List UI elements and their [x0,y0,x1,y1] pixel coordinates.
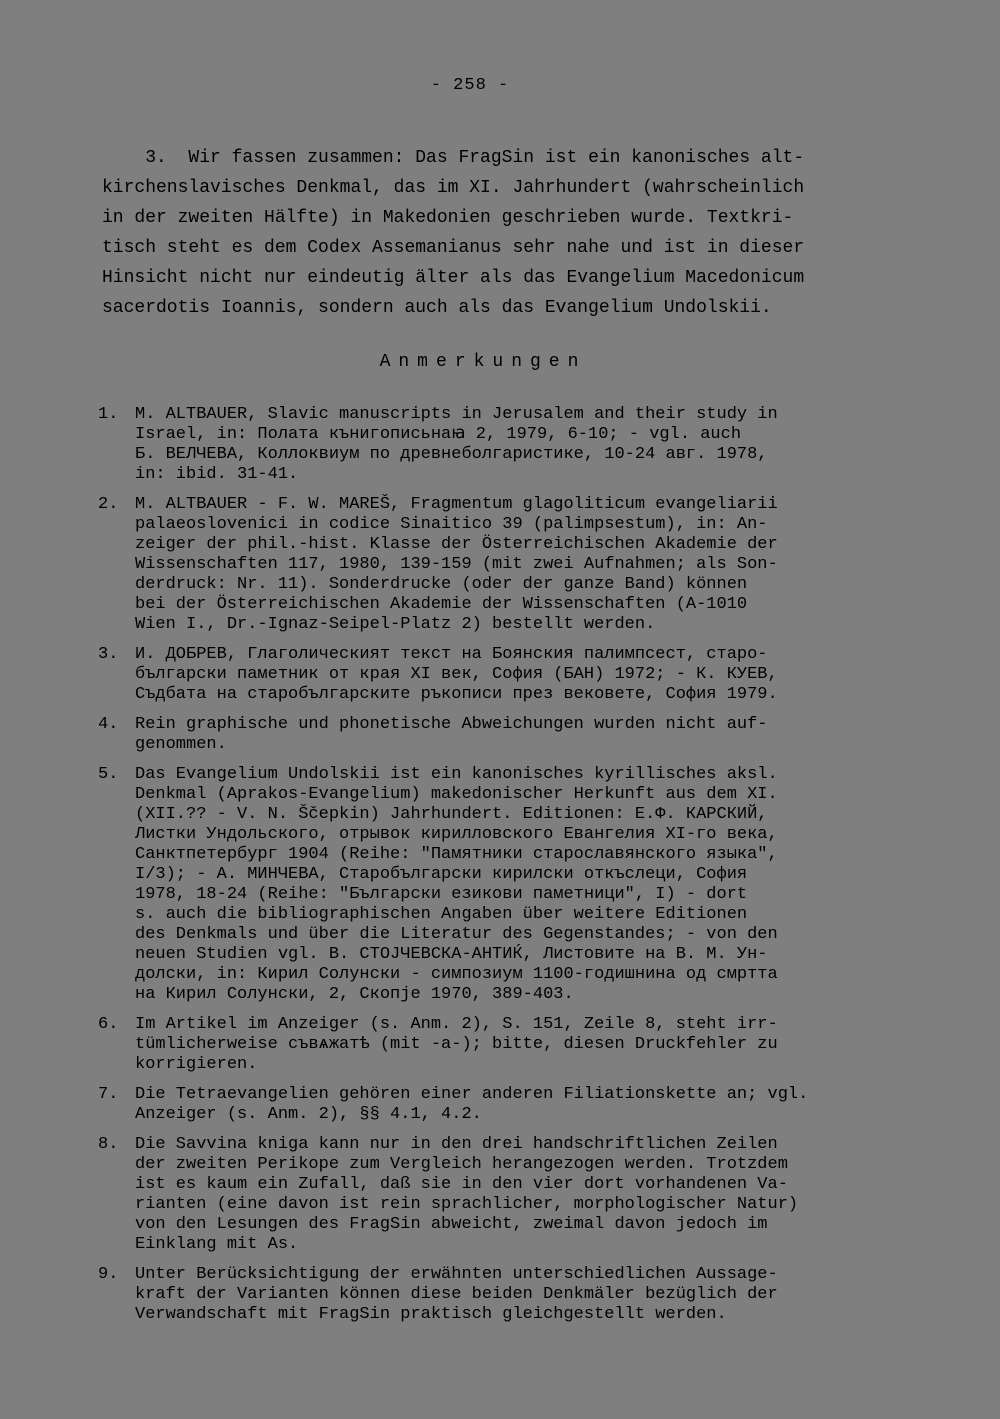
footnote-line: Das Evangelium Undolskii ist ein kanonisches kyrillisches aksl. [135,765,778,784]
footnote-line: der zweiten Perikope zum Vergleich herangezogen werden. Trotzdem [135,1155,788,1174]
footnote-line: Einklang mit As. [135,1235,299,1254]
footnote-number: 4. [98,715,119,734]
footnote-line: I/3); - А. МИНЧЕВА, Старобългарски кирилски откъслеци, София [135,865,748,884]
footnote-number: 1. [98,405,119,424]
footnote-line: kraft der Varianten können diese beiden Denkmäler bezüglich der [135,1285,778,1304]
footnote-line: (XII.?? - V. N. Ščepkin) Jahrhundert. Editionen: Е.Ф. КАРСКИЙ, [135,805,768,824]
footnote [98,765,938,1005]
footnote-line: на Кирил Солунски, 2, Скопје 1970, 389-403. [135,985,574,1004]
footnote-text [135,715,938,755]
footnote-line: von den Lesungen des FragSin abweicht, zweimal davon jedoch im [135,1215,768,1234]
footnote-line: български паметник от края XI век, София (БАН) 1972; - К. КУЕВ, [135,665,778,684]
footnote-line: Anzeiger (s. Anm. 2), §§ 4.1, 4.2. [135,1105,482,1124]
footnote-text [135,1265,938,1325]
footnote-number: 2. [98,495,119,514]
notes-heading: Anmerkungen [379,352,587,372]
footnote-line: долски, in: Кирил Солунски - симпозиум 1100-годишнина од смртта [135,965,778,984]
footnote [98,1015,938,1075]
footnote-text [135,1135,938,1255]
footnote-line: in: ibid. 31-41. [135,465,299,484]
footnote [98,715,938,755]
footnote-line: palaeoslovenici in codice Sinaitico 39 (palimpsestum), in: An- [135,515,768,534]
footnote-number: 5. [98,765,119,784]
page-number: - 258 - [430,76,510,95]
footnote-number: 3. [98,645,119,664]
paragraph-line: in der zweiten Hälfte) in Makedonien geschrieben wurde. Textkri- [102,208,794,228]
notes-list [98,405,938,1335]
footnote-line: Wissenschaften 117, 1980, 139-159 (mit zwei Aufnahmen; als Son- [135,555,778,574]
footnote-number: 9. [98,1265,119,1284]
footnote-line: rianten (eine davon ist rein sprachlicher, morphologischer Natur) [135,1195,799,1214]
footnote-line: korrigieren. [135,1055,258,1074]
footnote-line: Die Savvina kniga kann nur in den drei handschriftlichen Zeilen [135,1135,778,1154]
footnote-line: ist es kaum ein Zufall, daß sie in den vier dort vorhandenen Va- [135,1175,788,1194]
summary-paragraph [102,143,902,323]
footnote-line: des Denkmals und über die Literatur des Gegenstandes; - von den [135,925,778,944]
footnote-number: 8. [98,1135,119,1154]
footnote-text [135,1015,938,1075]
paragraph-line: kirchenslavisches Denkmal, das im XI. Jahrhundert (wahrscheinlich [102,178,805,198]
footnote-line: Rein graphische und phonetische Abweichungen wurden nicht auf- [135,715,768,734]
footnote-number: 6. [98,1015,119,1034]
footnote-number: 7. [98,1085,119,1104]
footnote [98,645,938,705]
footnote-line: Israel, in: Полата кънигописьнаꙗ 2, 1979, 6-10; - vgl. auch [135,425,742,444]
footnote-text [135,405,938,485]
footnote-line: Im Artikel im Anzeiger (s. Anm. 2), S. 151, Zeile 8, steht irr- [135,1015,778,1034]
footnote-line: zeiger der phil.-hist. Klasse der Österreichischen Akademie der [135,535,778,554]
footnote-line: Die Tetraevangelien gehören einer anderen Filiationskette an; vgl. [135,1085,809,1104]
footnote-line: Verwandschaft mit FragSin praktisch gleichgestellt werden. [135,1305,727,1324]
paragraph-line: sacerdotis Ioannis, sondern auch als das Evangelium Undolskii. [102,298,772,318]
footnote-line: Denkmal (Aprakos-Evangelium) makedonischer Herkunft aus dem XI. [135,785,778,804]
footnote-text [135,1085,938,1125]
footnote-line: Wien I., Dr.-Ignaz-Seipel-Platz 2) bestellt werden. [135,615,656,634]
footnote-text [135,645,938,705]
footnote-line: И. ДОБРЕВ, Глаголическият текст на Боянския палимпсест, старо- [135,645,768,664]
footnote [98,1135,938,1255]
footnote-text [135,765,938,1005]
paragraph-line: 3. Wir fassen zusammen: Das FragSin ist ein kanonisches alt- [102,148,805,168]
footnote-line: Санктпетербург 1904 (Reihe: "Памятники старославянского языка", [135,845,778,864]
footnote-text [135,495,938,635]
paragraph-line: Hinsicht nicht nur eindeutig älter als das Evangelium Macedonicum [102,268,805,288]
footnote [98,495,938,635]
footnote-line: genommen. [135,735,227,754]
footnote-line: 1978, 18-24 (Reihe: "Български езикови паметници", I) - dort [135,885,748,904]
footnote-line: neuen Studien vgl. В. СТОЈЧЕВСКА-АНТИЌ, Листовите на В. М. Ун- [135,945,768,964]
footnote-line: M. ALTBAUER - F. W. MAREŠ, Fragmentum glagoliticum evangeliarii [135,495,778,514]
footnote-line: s. auch die bibliographischen Angaben über weitere Editionen [135,905,748,924]
footnote-line: tümlicherweise съвѧжатѣ (mit -а-); bitte, diesen Druckfehler zu [135,1035,778,1054]
footnote-line: Unter Berücksichtigung der erwähnten unterschiedlichen Aussage- [135,1265,778,1284]
footnote-line: Б. ВЕЛЧЕВА, Коллоквиум по древнеболгаристике, 10-24 авг. 1978, [135,445,768,464]
footnote-line: derdruck: Nr. 11). Sonderdrucke (oder der ganze Band) können [135,575,748,594]
footnote-line: M. ALTBAUER, Slavic manuscripts in Jerusalem and their study in [135,405,778,424]
footnote-line: Листки Ундольского, отрывок кирилловского Евангелия XI-го века, [135,825,778,844]
footnote [98,1265,938,1325]
paragraph-line: tisch steht es dem Codex Assemanianus sehr nahe und ist in dieser [102,238,805,258]
footnote-line: bei der Österreichischen Akademie der Wissenschaften (A-1010 [135,595,748,614]
footnote [98,1085,938,1125]
footnote [98,405,938,485]
footnote-line: Съдбата на старобългарските ръкописи през вековете, София 1979. [135,685,778,704]
